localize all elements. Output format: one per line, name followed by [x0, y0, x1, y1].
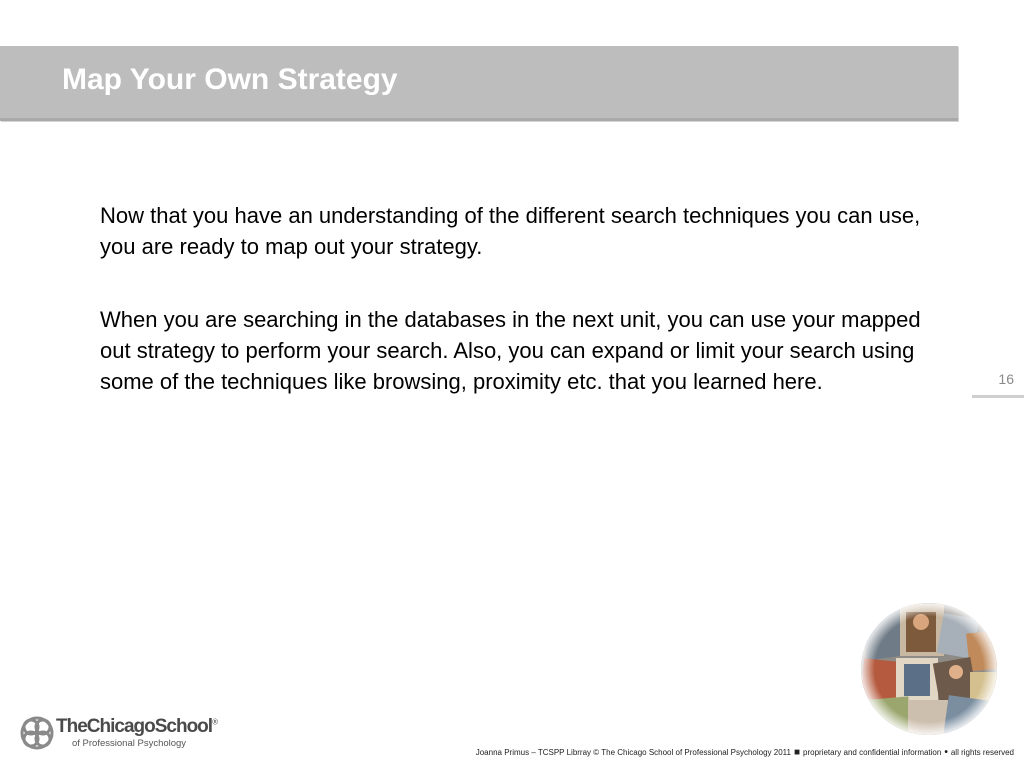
page-number: 16	[998, 371, 1014, 387]
logo-name: TheChicagoSchool®	[56, 716, 217, 737]
footer-confidential: proprietary and confidential information	[803, 748, 942, 757]
body-paragraph-1: Now that you have an understanding of the different search techniques you can use, you are ready to map out your strategy.	[100, 203, 921, 259]
footer	[476, 747, 1014, 758]
page-number-box	[972, 366, 1024, 398]
footer-rights: all rights reserved	[950, 748, 1014, 757]
chicago-school-logo	[18, 714, 217, 754]
slide-title: Map Your Own Strategy	[62, 63, 398, 96]
footer-separator-bullet: •	[944, 747, 948, 758]
body-paragraph-2: When you are searching in the databases in the next unit, you can use your mapped out strategy to perform your search. Also, you can expand or limit your search using some of the techniques like browsing, proximity etc. that you learned here.	[100, 307, 921, 394]
footer-separator-square: ■	[793, 747, 801, 758]
footer-credit: Joanna Primus – TCSPP Librray © The Chicago School of Professional Psychology 2011	[475, 748, 791, 757]
registered-mark: ®	[212, 717, 217, 727]
slide-body	[100, 200, 930, 439]
title-bar	[0, 46, 958, 121]
logo-subtitle: of Professional Psychology	[72, 738, 187, 749]
photo-collage-image	[860, 602, 998, 736]
logo-knot-icon	[18, 714, 56, 752]
